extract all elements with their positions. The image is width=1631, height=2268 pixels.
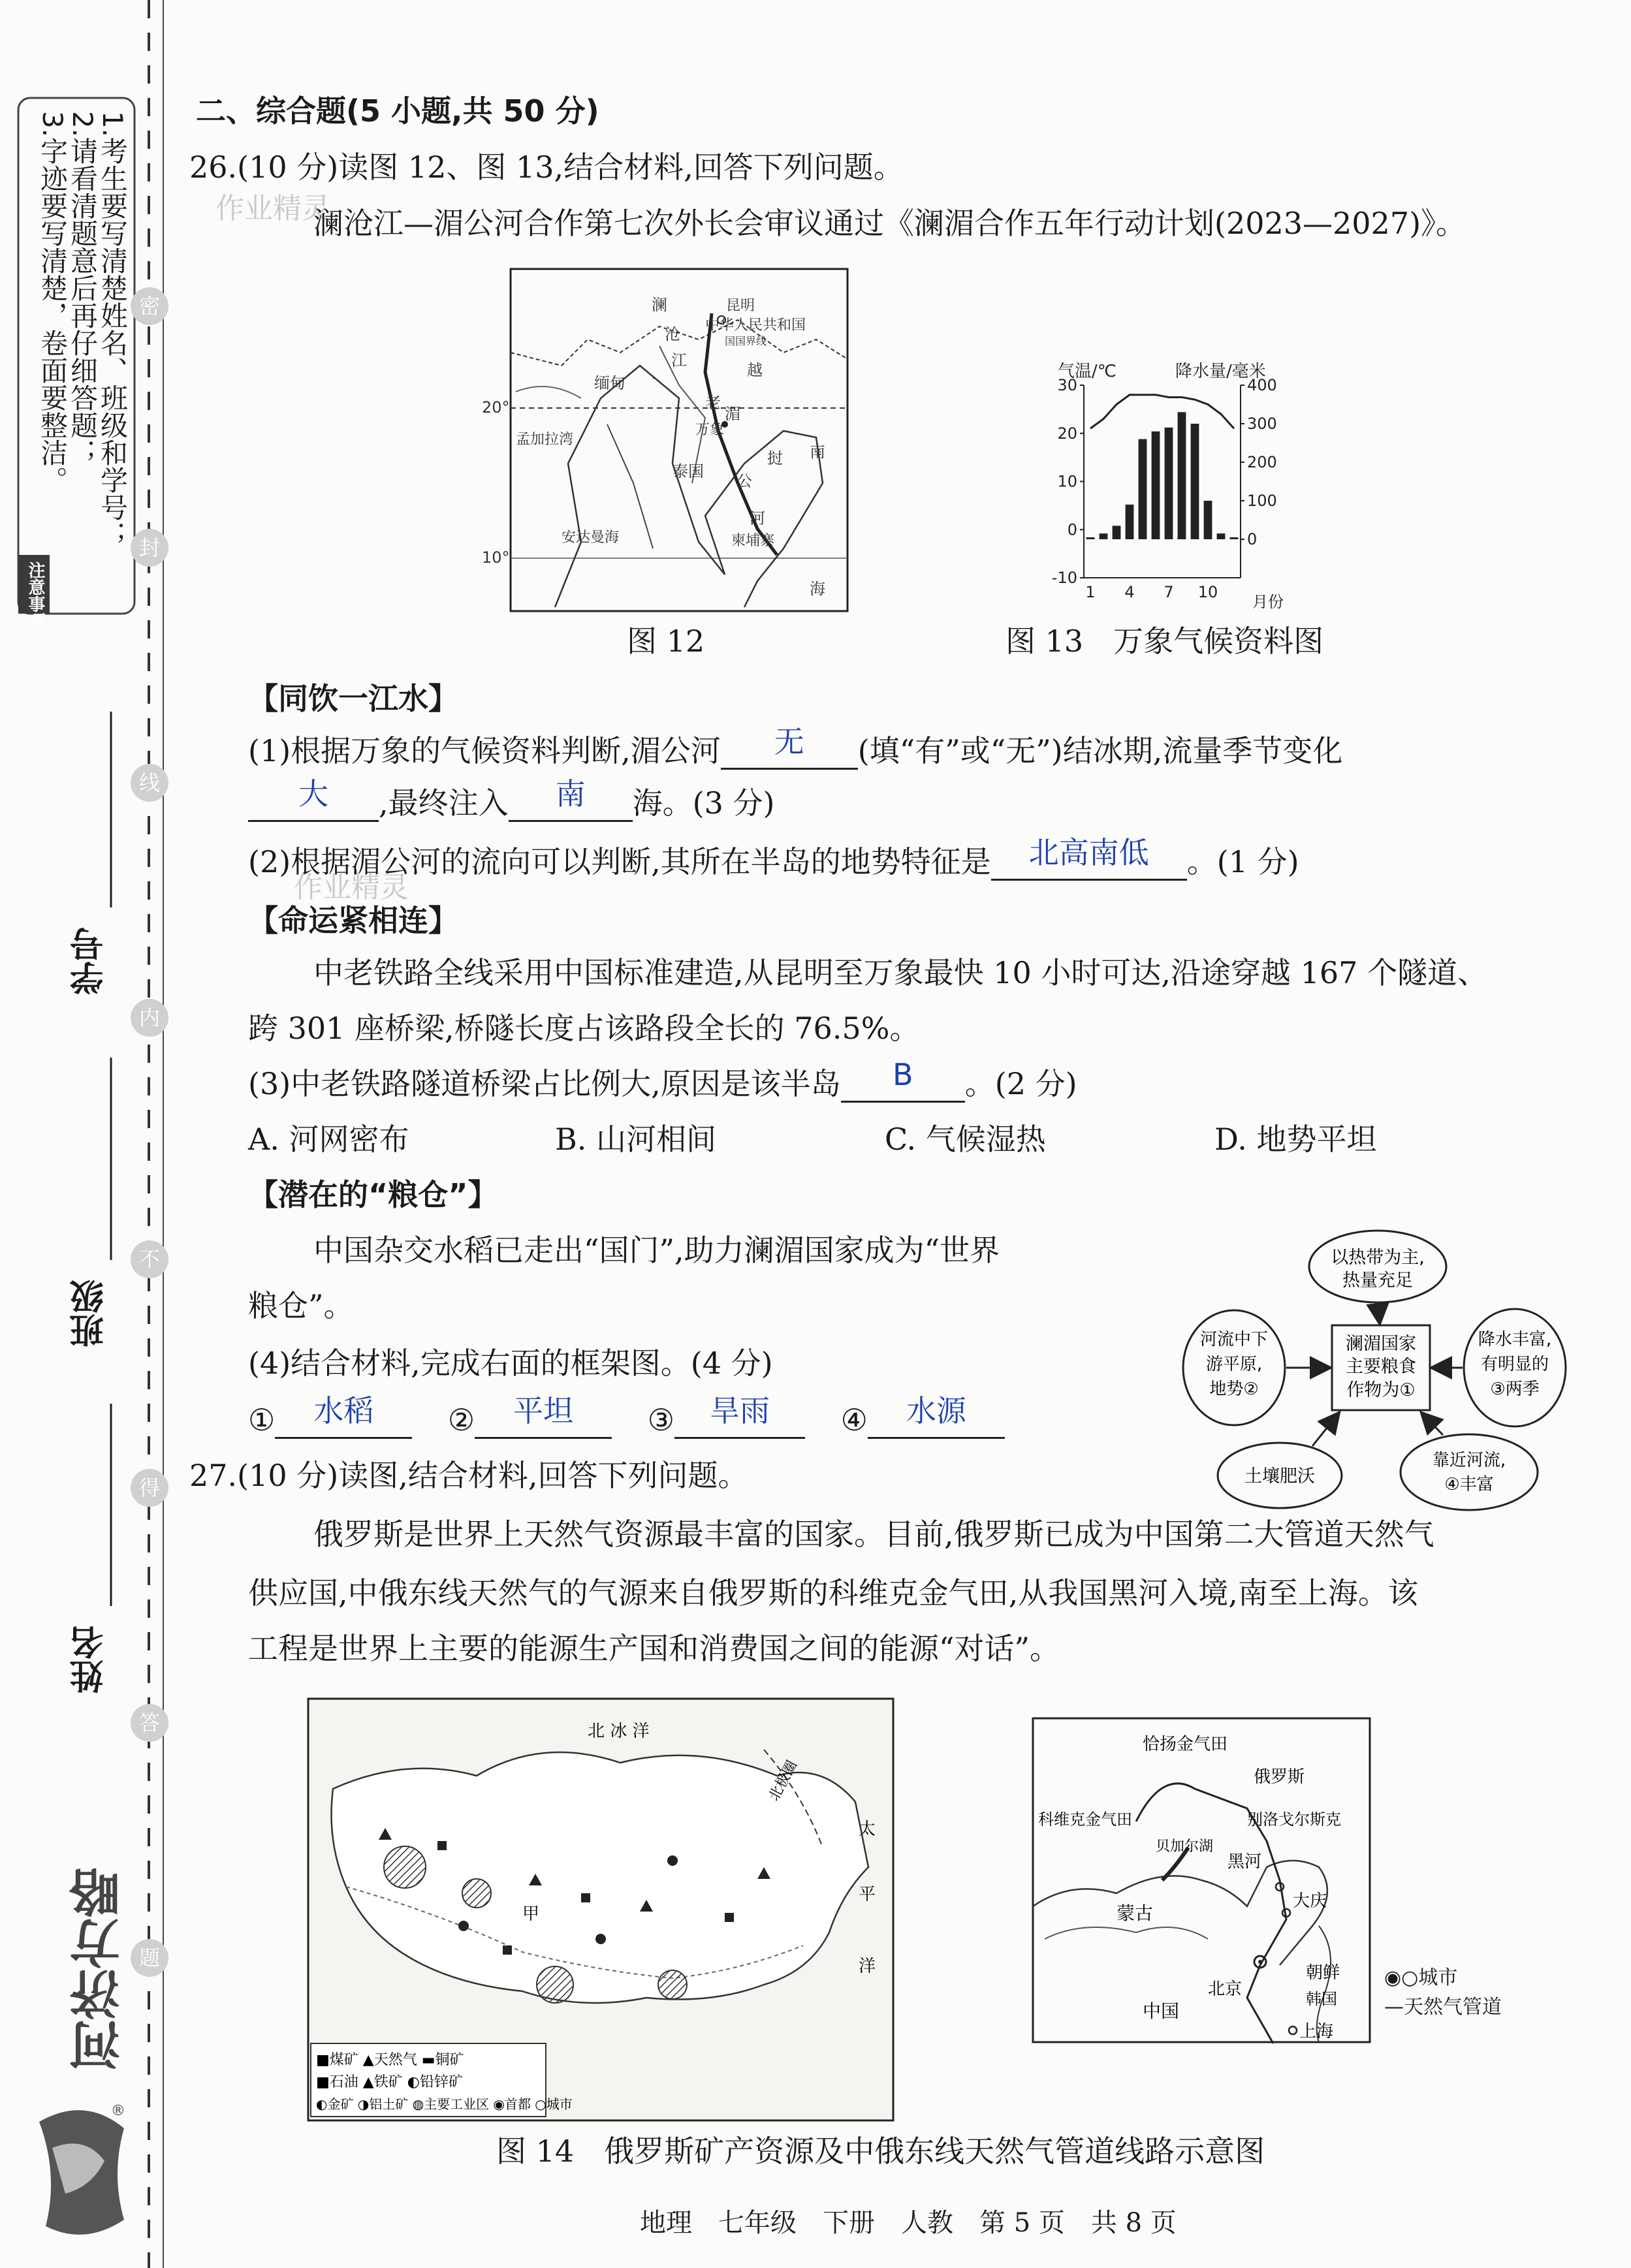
- label-miandian: 缅甸: [594, 374, 625, 392]
- part3-title: 【潜在的“粮仓”】: [248, 1177, 498, 1212]
- label-jiang: 江: [671, 351, 687, 370]
- answer-4-2: 平坦: [513, 1393, 574, 1428]
- node-left-line3: 地势②: [1209, 1379, 1259, 1399]
- x-tick-label: 1: [1085, 583, 1096, 601]
- answer-4-4: 水源: [906, 1393, 966, 1428]
- label-taiguo: 泰国: [673, 462, 704, 480]
- precip-bar-5: [1139, 439, 1147, 539]
- fig13-caption: 图 13 万象气候资料图: [1006, 623, 1324, 659]
- label-tai: 太: [859, 1819, 876, 1839]
- p4-num-3: ③: [647, 1402, 674, 1438]
- cut-mark-2: 封: [131, 529, 168, 567]
- cut-mark-5: 不: [131, 1240, 168, 1278]
- node-bottom-right-line1: 靠近河流,: [1432, 1451, 1506, 1470]
- y-left-tick-label: 10: [1057, 472, 1077, 491]
- label-gong: 公: [736, 472, 752, 490]
- legend-row-1: ■煤矿 ▲天然气 ▬铜矿: [316, 2052, 464, 2068]
- p1-text-b: (填“有”或“无”)结冰期,流量季节变化: [857, 733, 1343, 768]
- label-cang: 沧: [665, 325, 680, 343]
- note-2: 2.请看清题意后再仔细答题；: [67, 111, 99, 467]
- grain-framework-diagram: [1182, 1227, 1567, 1515]
- q26-p4-answers: [248, 1393, 1005, 1440]
- watermark-1: 作业精灵: [215, 192, 330, 225]
- option-b: B. 山河相间: [555, 1122, 717, 1157]
- precip-bar-1: [1086, 537, 1095, 539]
- node-center-line1: 澜湄国家: [1346, 1334, 1416, 1354]
- precip-bar-4: [1126, 505, 1134, 539]
- answer-1-3: 南: [555, 776, 586, 811]
- precip-bar-9: [1191, 424, 1199, 539]
- q27-text-2: 供应国,中俄东线天然气的气源来自俄罗斯的科维克金气田,从我国黑河入境,南至上海。该: [248, 1575, 1418, 1611]
- part1-title: 【同饮一江水】: [248, 681, 458, 716]
- temperature-line: [1090, 395, 1234, 429]
- precip-bar-8: [1178, 412, 1186, 539]
- p2-text-a: (2)根据湄公河的流向可以判断,其所在半岛的地势特征是: [248, 844, 991, 879]
- page-footer: 地理 七年级 下册 人教 第 5 页 共 8 页: [640, 2208, 1177, 2238]
- y-right-label: 降水量/毫米: [1175, 362, 1266, 381]
- p1-text-a: (1)根据万象的气候资料判断,湄公河: [248, 733, 721, 768]
- figure-12-map: [482, 268, 849, 614]
- y-left-tick-label: 30: [1057, 376, 1077, 394]
- part2-text-1: 中老铁路全线采用中国标准建造,从昆明至万象最快 10 小时可达,沿途穿越 167 个隧道、: [313, 955, 1488, 990]
- q26-stem: 26.(10 分)读图 12、图 13,结合材料,回答下列问题。: [189, 150, 904, 185]
- note-3: 3.字迹要写清楚，卷面要整洁。: [37, 111, 69, 494]
- answer-1-1: 无: [774, 724, 804, 759]
- answer-4-1: 水稻: [313, 1393, 374, 1428]
- legend-row-2: ■石油 ▲铁矿 ◐铅锌矿: [316, 2074, 463, 2090]
- label-zhongguo: 中国: [1143, 2000, 1180, 2022]
- brand-emblem-icon: [26, 2096, 137, 2252]
- label-mei: 湄: [725, 405, 740, 423]
- part2-text-2: 跨 301 座桥梁,桥隧长度占该路段全长的 76.5%。: [248, 1011, 920, 1046]
- brand-logo: 河济方略: [70, 1867, 129, 2071]
- node-center-line2: 主要粮食: [1346, 1357, 1416, 1377]
- cut-mark-3: 线: [131, 764, 168, 802]
- p4-num-2: ②: [447, 1402, 475, 1438]
- y-right-tick-label: 200: [1247, 453, 1277, 471]
- precip-bar-7: [1165, 428, 1173, 539]
- label-heihe: 黑河: [1227, 1852, 1262, 1872]
- label-eluosi: 俄罗斯: [1254, 1767, 1305, 1787]
- name-label: 姓名: [71, 1626, 110, 1693]
- q26-p4: (4)结合材料,完成右面的框架图。(4 分): [248, 1346, 773, 1381]
- precip-bar-10: [1204, 501, 1212, 539]
- x-tick-label: 7: [1164, 583, 1174, 601]
- node-center-line3: 作物为①: [1346, 1380, 1416, 1400]
- p3-text-a: (3)中老铁路隧道桥梁占比例大,原因是该半岛: [248, 1066, 841, 1101]
- p4-num-4: ④: [840, 1402, 868, 1438]
- node-top-line2: 热量充足: [1342, 1270, 1413, 1291]
- label-jianpuzhai: 柬埔寨: [731, 533, 775, 549]
- node-top-line1: 以热带为主,: [1331, 1248, 1425, 1268]
- q26-p1-line1: [248, 724, 1343, 770]
- cut-mark-7: 答: [131, 1704, 168, 1742]
- legend-row-3: ◐金矿 ◑铝土矿 ◍主要工业区 ◉首都 ○城市: [316, 2096, 573, 2112]
- q26-material: 澜沧江—湄公河合作第七次外长会审议通过《澜湄合作五年行动计划(2023—2027)》。: [313, 206, 1466, 241]
- label-daqing: 大庆: [1293, 1891, 1327, 1911]
- p3-text-b: 。(2 分): [964, 1066, 1077, 1101]
- label-andaman: 安达曼海: [562, 529, 620, 546]
- cut-mark-6: 得: [131, 1469, 168, 1507]
- cut-mark-8: 题: [131, 1939, 168, 1977]
- label-china: 中华人民共和国: [705, 317, 806, 334]
- label-border: 国国界线: [725, 335, 767, 347]
- pipeline-legend-city: ◉○城市: [1384, 1966, 1458, 1989]
- label-keweike: 科维克金气田: [1038, 1810, 1132, 1829]
- precip-bar-3: [1113, 526, 1121, 539]
- x-tick-label: 4: [1124, 583, 1135, 601]
- label-beijia: 贝加尔湖: [1156, 1838, 1214, 1855]
- y-right-tick-label: 400: [1247, 376, 1277, 394]
- node-left-line1: 河流中下: [1199, 1330, 1269, 1349]
- precip-bar-6: [1152, 432, 1160, 539]
- label-bieluo: 别洛戈尔斯克: [1247, 1810, 1341, 1829]
- x-axis-label: 月份: [1252, 593, 1284, 611]
- label-ping: 平: [859, 1885, 876, 1904]
- y-left-tick-label: 0: [1067, 520, 1077, 539]
- part2-title: 【命运紧相连】: [248, 903, 458, 938]
- section-title: 二、综合题(5 小题,共 50 分): [196, 93, 599, 129]
- q26-p1-line2: [248, 776, 775, 823]
- option-d: D. 地势平坦: [1214, 1122, 1377, 1157]
- russia-mineral-map: [307, 1697, 895, 2122]
- student-id-label: 学号: [71, 927, 110, 995]
- option-a: A. 河网密布: [248, 1122, 409, 1157]
- node-bottom-right: [1401, 1434, 1538, 1510]
- label-lan: 澜: [652, 296, 667, 314]
- y-left-tick-label: 20: [1057, 424, 1077, 443]
- answer-1-2: 大: [298, 776, 328, 811]
- p4-num-1: ①: [248, 1402, 276, 1438]
- label-wanxiang: 万象: [695, 422, 725, 438]
- option-c: C. 气候湿热: [885, 1122, 1046, 1157]
- label-kunming: 昆明: [726, 298, 755, 314]
- q27-stem: 27.(10 分)读图,结合材料,回答下列问题。: [189, 1458, 748, 1493]
- label-menggu: 蒙古: [1116, 1902, 1154, 1924]
- label-hai: 海: [810, 580, 825, 598]
- y-right-tick-label: 300: [1247, 415, 1277, 433]
- label-nan: 南: [810, 443, 825, 461]
- q26-p3: [248, 1057, 1077, 1103]
- label-qiayang: 恰扬金气田: [1143, 1735, 1228, 1754]
- watermark-2: 作业精灵: [294, 871, 409, 904]
- label-yue: 越: [747, 361, 763, 379]
- x-tick-label: 10: [1197, 583, 1218, 601]
- answer-2: 北高南低: [1028, 835, 1149, 870]
- node-right-line2: 有明显的: [1480, 1355, 1549, 1374]
- part3-text-1: 中国杂交水稻已走出“国门”,助力澜湄国家成为“世界: [313, 1233, 1000, 1268]
- svg-text:·: ·: [652, 371, 656, 385]
- label-shanghai: 上海: [1299, 2022, 1334, 2041]
- figure-14-caption: 图 14 俄罗斯矿产资源及中俄东线天然气管道线路示意图: [496, 2134, 1265, 2169]
- q27-text-1: 俄罗斯是世界上天然气资源最丰富的国家。目前,俄罗斯已成为中国第二大管道天然气: [313, 1517, 1434, 1552]
- node-right-line1: 降水丰富,: [1478, 1330, 1552, 1349]
- precip-bar-2: [1100, 533, 1108, 539]
- y-right-tick-label: 0: [1247, 530, 1258, 548]
- label-he: 河: [750, 509, 765, 528]
- y-left-label: 气温/℃: [1058, 362, 1116, 381]
- node-bottom-right-line2: ④丰富: [1444, 1475, 1494, 1494]
- note-1: 1.考生要写清楚姓名、班级和学号；: [97, 111, 129, 549]
- notes-label: 注意事项: [25, 561, 45, 629]
- label-lao: 老: [705, 394, 721, 412]
- label-jia: 甲: [522, 1904, 540, 1924]
- y-left-tick-label: -10: [1051, 569, 1077, 587]
- q27-text-3: 工程是世界上主要的能源生产国和消费国之间的能源“对话”。: [248, 1631, 1060, 1666]
- precip-bar-11: [1217, 533, 1226, 539]
- fig12-lat20: 20°: [482, 398, 510, 417]
- label-chaoxian: 朝鲜: [1306, 1963, 1340, 1983]
- precip-bar-12: [1230, 537, 1239, 539]
- node-bottom-left-text: 土壤肥沃: [1244, 1466, 1315, 1487]
- fig12-caption: 图 12: [627, 623, 705, 659]
- label-beibingyang: 北 冰 洋: [588, 1722, 650, 1741]
- node-left-line2: 游平原,: [1205, 1355, 1263, 1374]
- label-mengjia: 孟加拉湾: [516, 432, 574, 448]
- label-beijihang: 北极圈: [766, 1757, 801, 1804]
- part3-text-2: 粮仓”。: [248, 1288, 354, 1323]
- node-right-line3: ③两季: [1490, 1379, 1540, 1399]
- label-wo: 挝: [767, 449, 783, 467]
- svg-text:®: ®: [111, 2103, 125, 2119]
- cut-mark-1: 密: [131, 287, 168, 325]
- pipeline-map: [1032, 1717, 1371, 2043]
- p1-text-c: ,最终注入: [379, 785, 509, 821]
- y-right-tick-label: 100: [1247, 492, 1277, 510]
- p2-text-b: 。(1 分): [1186, 844, 1299, 879]
- p1-text-d: 海。(3 分): [632, 785, 775, 821]
- cut-mark-4: 内: [131, 999, 168, 1037]
- answer-3: B: [893, 1057, 913, 1092]
- label-beijing: 北京: [1208, 1979, 1243, 1999]
- answer-4-3: 旱雨: [710, 1393, 770, 1428]
- label-hanguo: 韩国: [1306, 1990, 1337, 2008]
- pipeline-legend-pipe: —天然气管道: [1384, 1996, 1502, 2019]
- binding-strip: [0, 0, 170, 2268]
- class-label: 班级: [71, 1280, 110, 1347]
- figure-13-climate-chart: [1045, 356, 1306, 617]
- fig12-lat10: 10°: [482, 548, 510, 567]
- label-yang: 洋: [859, 1957, 876, 1976]
